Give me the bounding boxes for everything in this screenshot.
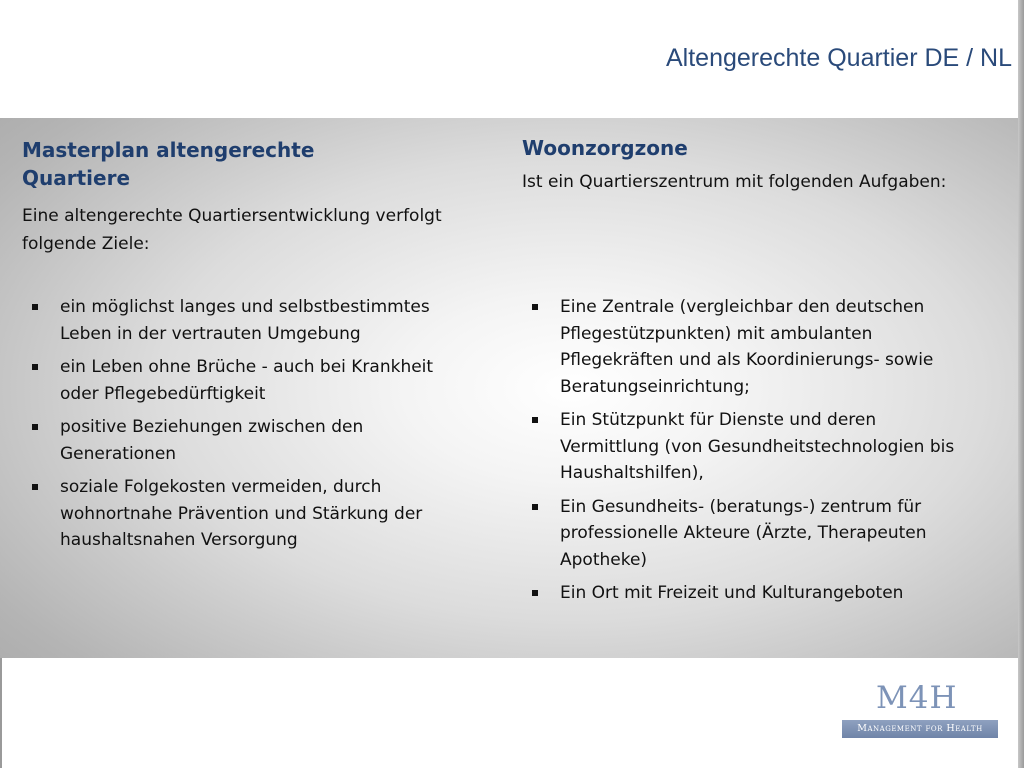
list-item-text: Ein Stützpunkt für Dienste und deren Vermittlung (von Gesundheitstechnologien bis Haushaltshilfen),	[560, 410, 955, 483]
left-heading: Masterplan altengerechte Quartiere	[22, 138, 315, 190]
list-item	[522, 294, 972, 400]
company-logo	[842, 680, 1000, 740]
list-item	[522, 407, 972, 487]
content-panel	[0, 118, 1018, 658]
square-bullet-icon	[32, 364, 38, 370]
logo-mark: M4H	[876, 680, 958, 716]
square-bullet-icon	[32, 304, 38, 310]
list-item	[22, 354, 452, 407]
right-bullet-list	[522, 294, 972, 614]
left-edge-line	[0, 658, 2, 768]
list-item-text: Ein Ort mit Freizeit und Kulturangeboten	[560, 583, 904, 603]
list-item	[22, 294, 452, 347]
left-bullet-list	[22, 294, 452, 561]
square-bullet-icon	[532, 304, 538, 310]
left-intro: Eine altengerechte Quartiersentwicklung verfolgt folgende Ziele:	[22, 206, 442, 254]
square-bullet-icon	[32, 484, 38, 490]
list-item	[522, 580, 972, 607]
square-bullet-icon	[532, 504, 538, 510]
list-item	[22, 474, 452, 554]
right-edge-shadow	[1018, 0, 1024, 768]
square-bullet-icon	[532, 590, 538, 596]
logo-tagline: Management for Health	[842, 720, 998, 738]
right-intro: Ist ein Quartierszentrum mit folgenden Aufgaben:	[522, 172, 947, 192]
list-item-text: positive Beziehungen zwischen den Generationen	[60, 417, 364, 464]
list-item-text: Eine Zentrale (vergleichbar den deutschen Pflegestützpunkten) mit ambulanten Pflegekräften und als Koordinierungs- sowie Beratungseinrichtung;	[560, 297, 934, 397]
square-bullet-icon	[32, 424, 38, 430]
list-item-text: Ein Gesundheits- (beratungs-) zentrum für professionelle Akteure (Ärzte, Therapeuten Apotheke)	[560, 496, 927, 570]
list-item	[522, 494, 972, 574]
square-bullet-icon	[532, 417, 538, 423]
list-item	[22, 414, 452, 467]
right-heading: Woonzorgzone	[522, 136, 688, 160]
list-item-text: ein Leben ohne Brüche - auch bei Krankheit oder Pflegebedürftigkeit	[60, 357, 434, 404]
slide-title: Altengerechte Quartier DE / NL	[666, 44, 1012, 72]
list-item-text: ein möglichst langes und selbstbestimmtes Leben in der vertrauten Umgebung	[60, 297, 430, 344]
list-item-text: soziale Folgekosten vermeiden, durch wohnortnahe Prävention und Stärkung der haushaltsnahen Versorgung	[60, 477, 423, 550]
